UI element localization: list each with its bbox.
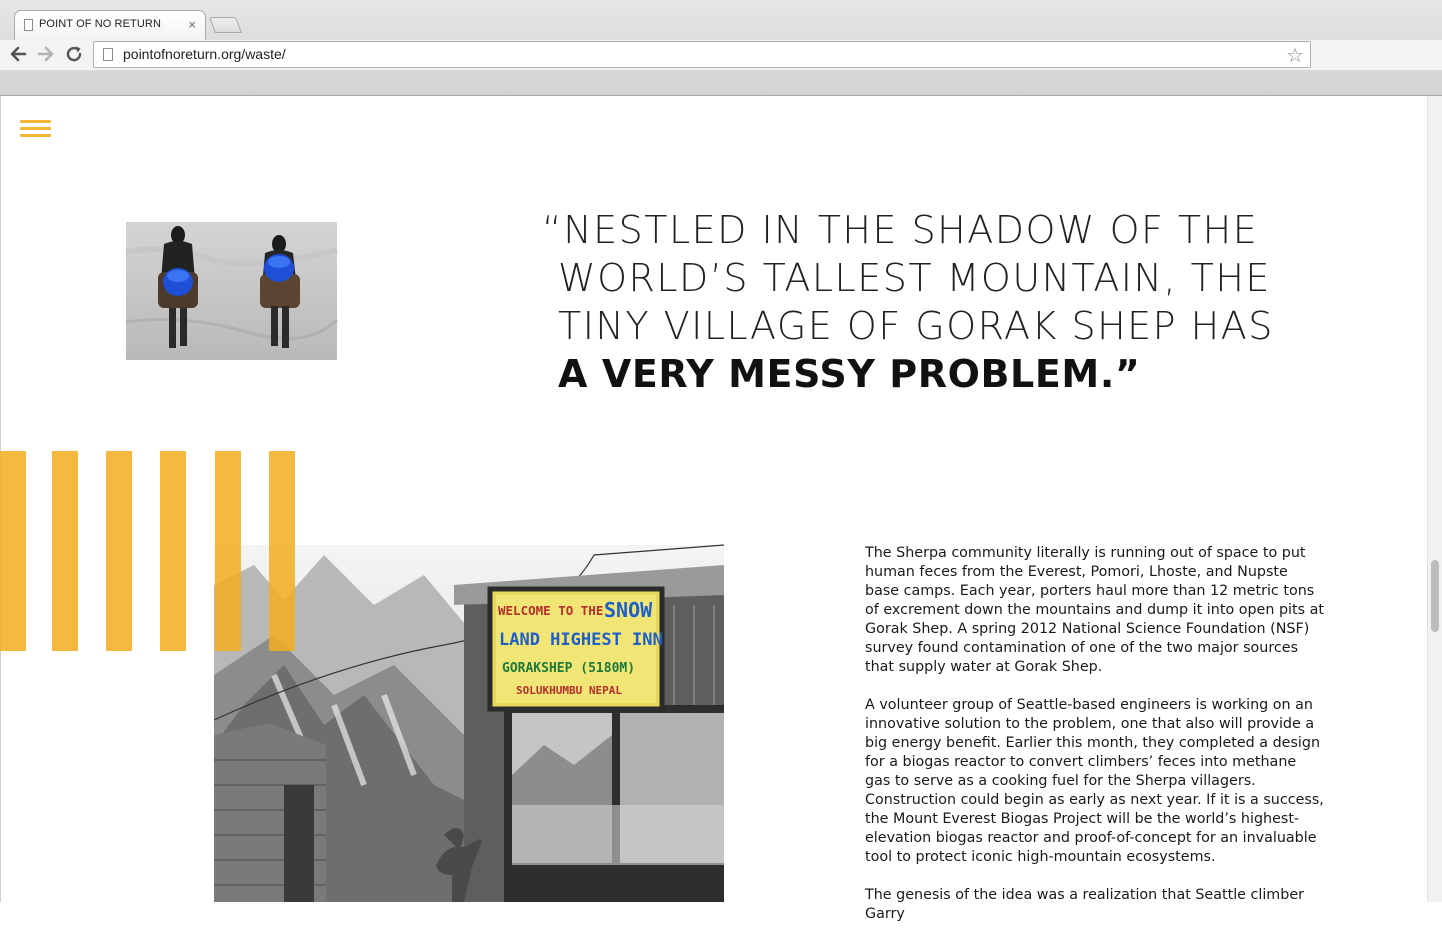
sign-line-1a: WELCOME TO THE xyxy=(498,603,604,618)
article-paragraph-2: A volunteer group of Seattle-based engineers is working on an innovative solution to the problem, one that also will provide a big energy benefit. Earlier this month, they completed a design for a biogas reactor to convert climbers’ feces into methane gas to serve as a cooking fuel for the Sherpa villagers. Construction could begin as early as next year. If it is a success, the Mount Everest Biogas Project will be the world’s highest-elevation biogas reactor and proof-of-concept for an invaluable tool to protect iconic high-mountain ecosystems. xyxy=(865,697,1324,865)
page-icon xyxy=(103,48,113,61)
scrollbar-thumb[interactable] xyxy=(1431,560,1439,632)
page-icon xyxy=(24,19,33,31)
porters-photo xyxy=(126,222,337,360)
sign-line-2: LAND HIGHEST INN xyxy=(499,630,663,650)
menu-icon[interactable] xyxy=(20,120,52,142)
quote-open-mark: “ xyxy=(542,208,564,252)
quote-line-3: TINY VILLAGE OF GORAK SHEP HAS xyxy=(558,304,1274,348)
page-scrollbar[interactable] xyxy=(1427,96,1442,902)
close-tab-icon[interactable]: × xyxy=(188,17,196,32)
quote-line-4: A VERY MESSY PROBLEM.” xyxy=(558,352,1141,396)
bookmark-star-icon[interactable]: ☆ xyxy=(1286,45,1304,67)
snow-land-inn-sign xyxy=(490,589,663,709)
url-text[interactable]: pointofnoreturn.org/waste/ xyxy=(123,46,286,62)
tab-title: POINT OF NO RETURN xyxy=(39,18,161,30)
accent-stripe xyxy=(106,451,132,651)
new-tab-button[interactable] xyxy=(209,17,242,33)
browser-tab[interactable] xyxy=(14,10,206,40)
accent-stripe xyxy=(0,451,26,651)
sign-line-1b: SNOW xyxy=(604,598,653,622)
accent-stripe xyxy=(52,451,78,651)
accent-stripe xyxy=(215,451,241,651)
reload-button[interactable] xyxy=(63,43,85,65)
article-body xyxy=(865,544,1325,943)
quote-line-1: NESTLED IN THE SHADOW OF THE xyxy=(563,208,1259,252)
accent-stripe xyxy=(269,451,295,651)
address-bar[interactable] xyxy=(93,41,1311,68)
back-arrow-icon xyxy=(7,43,29,65)
reload-icon xyxy=(63,43,85,65)
article-paragraph-3: The genesis of the idea was a realization that Seattle climber Garry xyxy=(865,887,1304,922)
pull-quote xyxy=(543,206,1274,398)
article-paragraph-1: The Sherpa community literally is running out of space to put human feces from the Everest, Pomori, Lhoste, and Nupste base camps. Each year, porters haul more than 12 metric tons of excrement down the mountains and dump it into open pits at Gorak Shep. A spring 2012 National Science Foundation (NSF) survey found contamination of one of the two major sources that supply water at Gorak Shep. xyxy=(865,545,1324,675)
forward-button[interactable] xyxy=(35,43,57,65)
browser-chrome xyxy=(0,0,1442,96)
sign-line-3: GORAKSHEP (5180M) xyxy=(502,661,636,676)
quote-line-2: WORLD’S TALLEST MOUNTAIN, THE xyxy=(558,256,1271,300)
back-button[interactable] xyxy=(7,43,29,65)
sign-line-4: SOLUKHUMBU NEPAL xyxy=(516,684,622,697)
page-viewport xyxy=(0,96,1427,922)
forward-arrow-icon xyxy=(35,43,57,65)
accent-stripe xyxy=(160,451,186,651)
